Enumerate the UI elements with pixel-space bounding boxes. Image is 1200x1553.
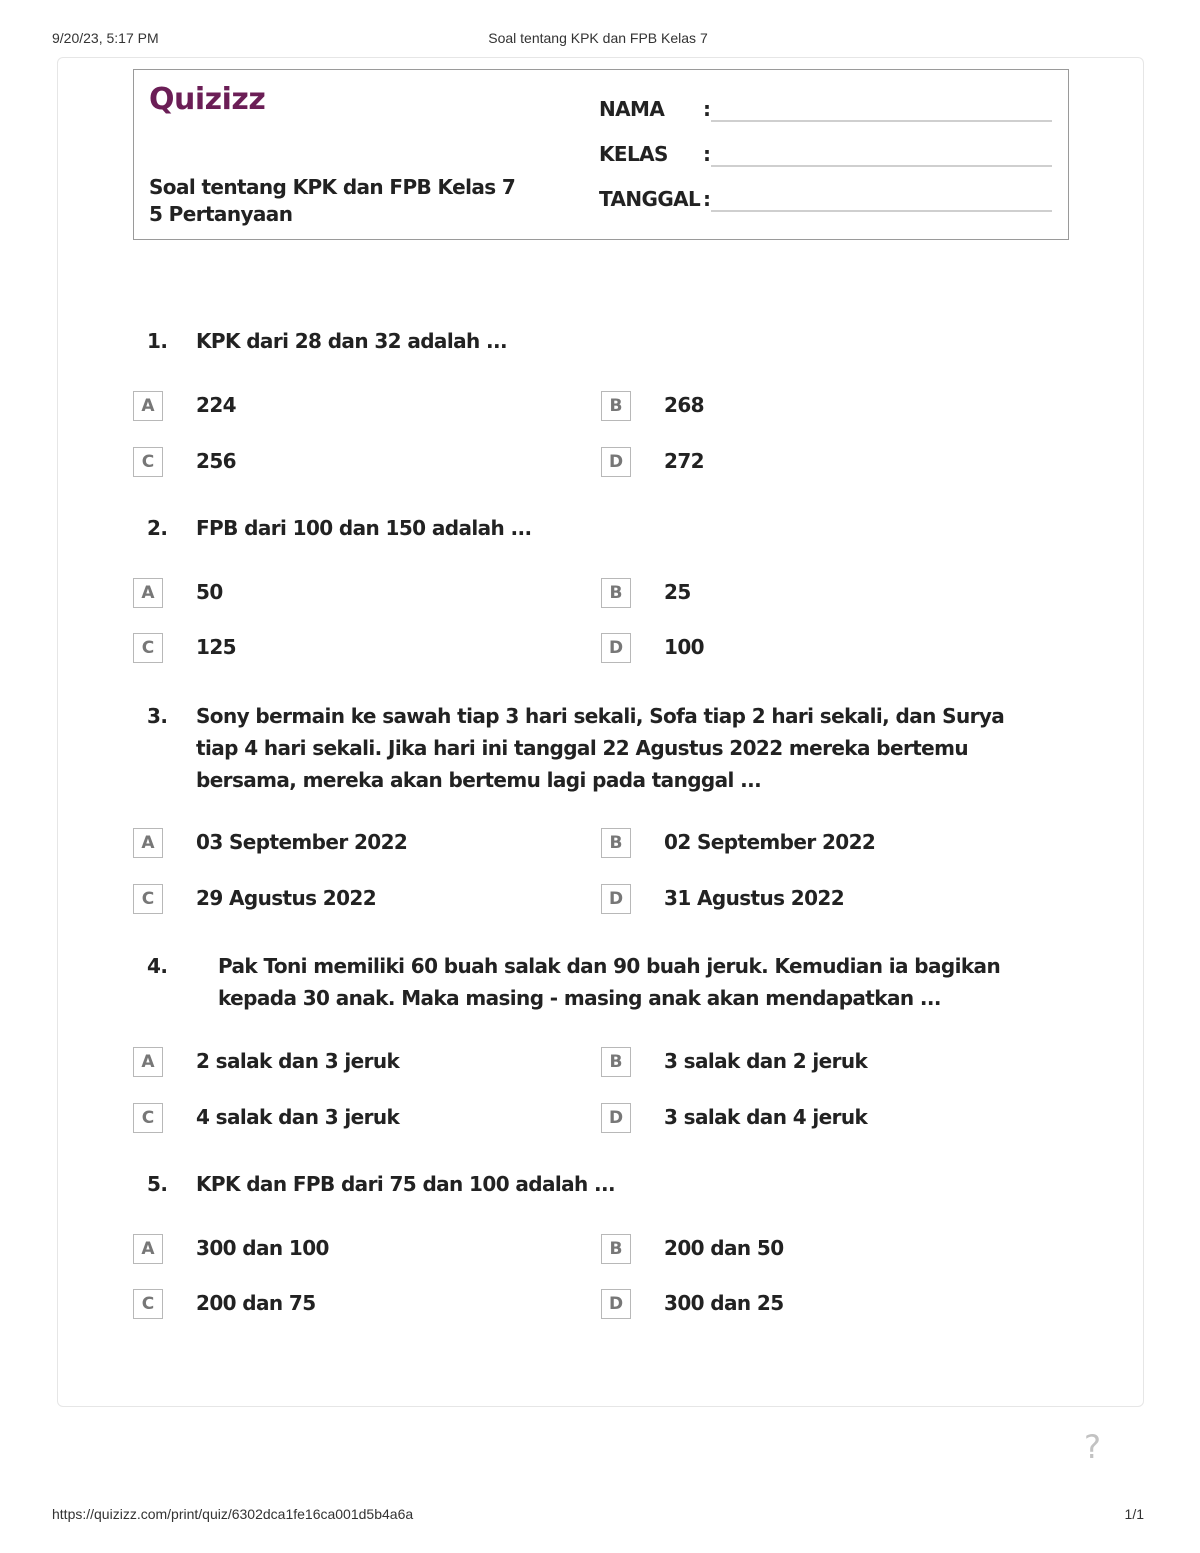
option-letter-box: C — [133, 884, 163, 914]
page-number: 1/1 — [1124, 1506, 1144, 1522]
option-letter-box: D — [601, 1289, 631, 1319]
name-label: NAMA — [599, 97, 665, 121]
option-text: 02 September 2022 — [664, 830, 876, 854]
worksheet-header-box — [133, 69, 1069, 240]
question-text: Pak Toni memiliki 60 buah salak dan 90 buah jeruk. Kemudian ia bagikan kepada 30 anak. Maka masing - masing anak akan mendapatkan ... — [218, 954, 1001, 1010]
question-count: 5 Pertanyaan — [149, 202, 293, 226]
option-letter-box: B — [601, 391, 631, 421]
option-text: 31 Agustus 2022 — [664, 886, 845, 910]
option-letter-box: B — [601, 1234, 631, 1264]
option-letter-box: D — [601, 884, 631, 914]
name-line[interactable] — [711, 119, 1052, 122]
option-text: 4 salak dan 3 jeruk — [196, 1105, 400, 1129]
option-letter-box: C — [133, 1103, 163, 1133]
option-letter-box: C — [133, 633, 163, 663]
question-number: 5. — [147, 1172, 168, 1196]
option-letter-box: B — [601, 1047, 631, 1077]
question-number: 3. — [147, 704, 168, 728]
option-text: 25 — [664, 580, 691, 604]
option-letter-box: D — [601, 1103, 631, 1133]
option-text: 200 dan 50 — [664, 1236, 784, 1260]
option-text: 272 — [664, 449, 704, 473]
print-footer — [52, 1506, 1144, 1524]
option-text: 256 — [196, 449, 236, 473]
question-number: 1. — [147, 329, 168, 353]
print-timestamp: 9/20/23, 5:17 PM — [52, 30, 159, 46]
quiz-title-block — [149, 174, 515, 228]
option-text: 50 — [196, 580, 223, 604]
print-url: https://quizizz.com/print/quiz/6302dca1fe16ca001d5b4a6a — [52, 1506, 414, 1522]
option-letter-box: B — [601, 578, 631, 608]
question-text: Sony bermain ke sawah tiap 3 hari sekali, Sofa tiap 2 hari sekali, dan Surya tiap 4 hari sekali. Jika hari ini tanggal 22 Agustus 2022 mereka bertemu bersama, mereka akan bertemu lagi pada tanggal ... — [196, 704, 1005, 792]
option-text: 224 — [196, 393, 236, 417]
option-letter-box: A — [133, 578, 163, 608]
option-text: 03 September 2022 — [196, 830, 408, 854]
quizizz-logo: Quizizz — [149, 82, 266, 117]
quiz-title: Soal tentang KPK dan FPB Kelas 7 — [149, 175, 516, 199]
name-colon: : — [703, 97, 711, 121]
option-text: 100 — [664, 635, 704, 659]
date-colon: : — [703, 187, 711, 211]
option-text: 3 salak dan 2 jeruk — [664, 1049, 868, 1073]
option-letter-box: A — [133, 391, 163, 421]
option-letter-box: C — [133, 1289, 163, 1319]
class-label: KELAS — [599, 142, 668, 166]
question-text: KPK dari 28 dan 32 adalah ... — [196, 329, 507, 353]
date-field[interactable] — [599, 187, 710, 211]
option-text: 268 — [664, 393, 704, 417]
option-letter-box: C — [133, 447, 163, 477]
class-colon: : — [703, 142, 711, 166]
help-icon[interactable]: ? — [1084, 1428, 1101, 1466]
class-field[interactable] — [599, 142, 710, 166]
option-text: 300 dan 100 — [196, 1236, 329, 1260]
option-text: 29 Agustus 2022 — [196, 886, 377, 910]
question-number: 2. — [147, 516, 168, 540]
option-text: 2 salak dan 3 jeruk — [196, 1049, 400, 1073]
option-letter-box: D — [601, 633, 631, 663]
print-header — [52, 30, 1144, 48]
date-label: TANGGAL — [599, 187, 701, 211]
option-letter-box: A — [133, 828, 163, 858]
option-text: 3 salak dan 4 jeruk — [664, 1105, 868, 1129]
option-text: 300 dan 25 — [664, 1291, 784, 1315]
option-text: 125 — [196, 635, 236, 659]
date-line[interactable] — [711, 209, 1052, 212]
option-text: 200 dan 75 — [196, 1291, 316, 1315]
option-letter-box: A — [133, 1234, 163, 1264]
option-letter-box: B — [601, 828, 631, 858]
question-number: 4. — [147, 954, 168, 978]
print-title: Soal tentang KPK dan FPB Kelas 7 — [488, 30, 708, 46]
question-text: FPB dari 100 dan 150 adalah ... — [196, 516, 532, 540]
question-text: KPK dan FPB dari 75 dan 100 adalah ... — [196, 1172, 616, 1196]
option-letter-box: D — [601, 447, 631, 477]
name-field[interactable] — [599, 97, 710, 121]
option-letter-box: A — [133, 1047, 163, 1077]
class-line[interactable] — [711, 164, 1052, 167]
